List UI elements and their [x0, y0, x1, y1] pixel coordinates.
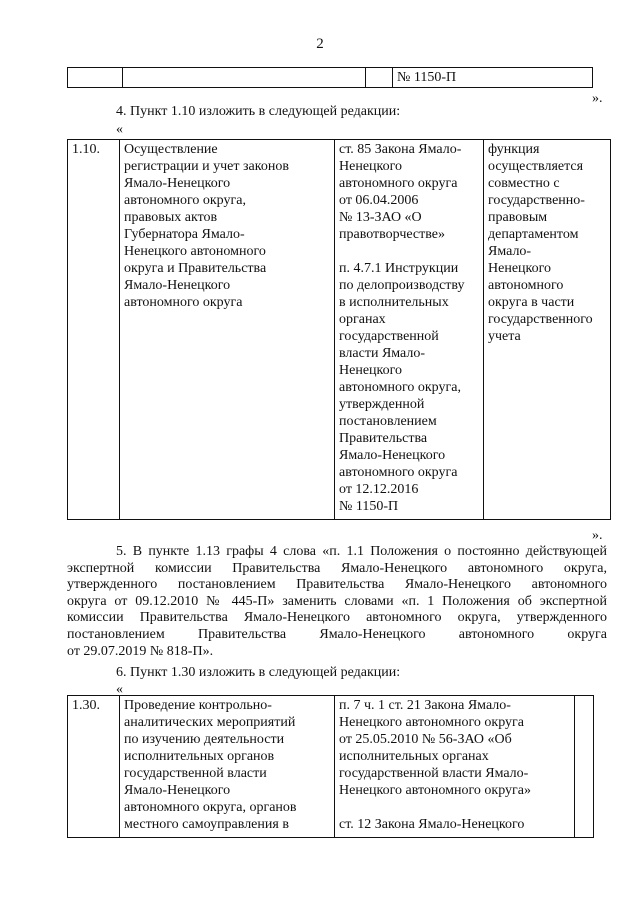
paragraph-line: от 29.07.2019 № 818-П».	[67, 643, 214, 659]
description-line: Губернатора Ямало-	[124, 227, 245, 242]
note-cell	[484, 140, 611, 520]
note-line: функция	[488, 142, 540, 157]
legal-basis-line: власти Ямало-	[339, 346, 426, 361]
paragraph-line: 5. В пункте 1.13 графы 4 слова «п. 1.1 Положения о постоянно действующей	[116, 544, 607, 559]
note-line: Ненецкого	[488, 261, 552, 276]
closing-quote: ».	[592, 528, 603, 543]
legal-basis-line: Ненецкого	[339, 363, 403, 378]
description-line: Осуществление	[124, 142, 218, 157]
legal-basis-line: ст. 85 Закона Ямало-	[339, 142, 462, 157]
paragraph-line: округа от 09.12.2010 № 445-П» заменить словами «п. 1 Положения об экспертной	[67, 593, 607, 609]
legal-basis-line: исполнительных органах	[339, 749, 489, 764]
legal-basis-line: государственной власти Ямало-	[339, 766, 529, 781]
item4-heading: 4. Пункт 1.10 изложить в следующей редакции:	[116, 104, 401, 119]
item-number-cell	[68, 696, 120, 838]
legal-basis-line: постановлением	[339, 414, 437, 429]
paragraph-line: комиссии Правительства Ямало-Ненецкого автономного округа, утвержденного	[67, 610, 607, 626]
item-number-cell	[68, 140, 120, 520]
table-cell	[366, 68, 393, 88]
opening-quote: «	[116, 122, 123, 137]
description-cell	[120, 140, 335, 520]
description-line: автономного округа	[124, 295, 243, 310]
note-line: Ямало-	[488, 244, 532, 259]
description-line: автономного округа,	[124, 193, 246, 208]
description-line: Ямало-Ненецкого	[124, 176, 231, 191]
legal-basis-line	[339, 799, 570, 816]
note-line: совместно с	[488, 176, 560, 191]
legal-basis-line: Ненецкого автономного округа»	[339, 783, 531, 798]
paragraph-line: утвержденного постановлением Правительства Ямало-Ненецкого автономного	[67, 577, 607, 593]
legal-basis-line: ст. 12 Закона Ямало-Ненецкого	[339, 817, 525, 832]
legal-basis-line: п. 7 ч. 1 ст. 21 Закона Ямало-	[339, 698, 511, 713]
legal-basis-line: от 25.05.2010 № 56-ЗАО «Об	[339, 732, 512, 747]
legal-basis-line: № 13-ЗАО «О	[339, 210, 422, 225]
description-line: правовых актов	[124, 210, 218, 225]
legal-basis-line: автономного округа	[339, 176, 458, 191]
table-cell-ref	[393, 68, 593, 88]
description-cell	[120, 696, 335, 838]
note-line: правовым	[488, 210, 548, 225]
legal-basis-line: Правительства	[339, 431, 428, 446]
item5-paragraph	[67, 544, 607, 660]
table-item-1-30	[67, 695, 594, 838]
page-number: 2	[316, 36, 324, 52]
description-line: Ненецкого автономного	[124, 244, 266, 259]
legal-basis-line: п. 4.7.1 Инструкции	[339, 261, 459, 276]
legal-basis-line: автономного округа,	[339, 380, 461, 395]
legal-basis-line: органах	[339, 312, 386, 327]
description-line: регистрации и учет законов	[124, 159, 289, 174]
table-cell	[68, 68, 123, 88]
note-line: округа в части	[488, 295, 575, 310]
description-line: исполнительных органов	[124, 749, 275, 764]
legal-basis-line: № 1150-П	[339, 499, 399, 514]
note-line: департаментом	[488, 227, 579, 242]
continuation-table	[67, 67, 593, 88]
legal-basis-line: Ямало-Ненецкого	[339, 448, 446, 463]
table-item-1-10	[67, 139, 611, 520]
description-line: местного самоуправления в	[124, 817, 289, 832]
note-line: учета	[488, 329, 521, 344]
note-line: осуществляется	[488, 159, 584, 174]
note-line: автономного	[488, 278, 564, 293]
paragraph-line: экспертной комиссии Правительства Ямало-Ненецкого автономного округа,	[67, 560, 607, 576]
description-line: Ямало-Ненецкого	[124, 783, 231, 798]
legal-basis-line: в исполнительных	[339, 295, 449, 310]
table-cell	[575, 696, 594, 838]
closing-quote: ».	[592, 91, 603, 106]
legal-basis-line: Ненецкого автономного округа	[339, 715, 524, 730]
description-line: аналитических мероприятий	[124, 715, 296, 730]
item-number: 1.10.	[72, 142, 100, 157]
description-line: государственной власти	[124, 766, 267, 781]
opening-quote: «	[116, 682, 123, 697]
description-line: автономного округа, органов	[124, 800, 297, 815]
note-line: государственно-	[488, 193, 585, 208]
legal-basis-line: автономного округа	[339, 465, 458, 480]
legal-basis-line: утвержденной	[339, 397, 425, 412]
legal-basis-line: от 06.04.2006	[339, 193, 419, 208]
legal-basis-cell	[335, 696, 575, 838]
paragraph-line: постановлением Правительства Ямало-Ненецкого автономного округа	[67, 626, 607, 642]
description-line: округа и Правительства	[124, 261, 267, 276]
description-line: по изучению деятельности	[124, 732, 285, 747]
ref-text: № 1150-П	[397, 70, 457, 85]
legal-basis-line: правотворчестве»	[339, 227, 445, 242]
table-cell	[123, 68, 366, 88]
legal-basis-cell	[335, 140, 484, 520]
item6-heading: 6. Пункт 1.30 изложить в следующей редакции:	[116, 665, 401, 680]
legal-basis-line: по делопроизводству	[339, 278, 465, 293]
legal-basis-line: от 12.12.2016	[339, 482, 419, 497]
description-line: Проведение контрольно-	[124, 698, 272, 713]
note-line: государственного	[488, 312, 593, 327]
legal-basis-line: Ненецкого	[339, 159, 403, 174]
legal-basis-line	[339, 243, 479, 260]
legal-basis-line: государственной	[339, 329, 439, 344]
item-number: 1.30.	[72, 698, 100, 713]
description-line: Ямало-Ненецкого	[124, 278, 231, 293]
